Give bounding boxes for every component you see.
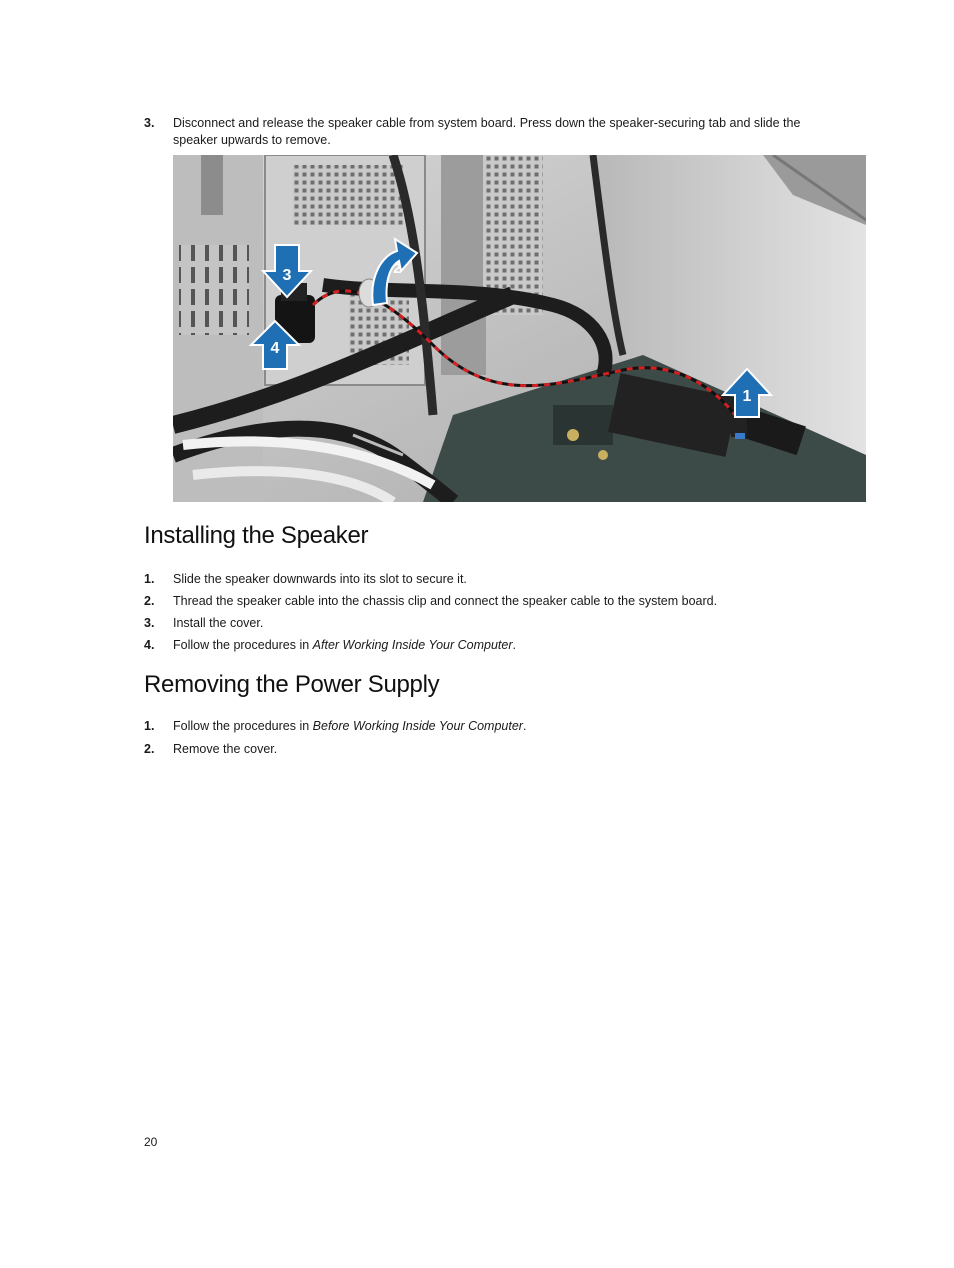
callout-1-label: 1 [742,388,752,405]
callout-4-label: 4 [270,340,280,357]
section-title-installing-speaker: Installing the Speaker [144,522,369,549]
cross-reference: After Working Inside Your Computer [312,638,513,652]
step-number: 2. [144,742,155,756]
step-text: Disconnect and release the speaker cable from system board. Press down the speaker-securing tab and slide the speaker upwards to remove. [173,116,801,147]
cross-reference: Before Working Inside Your Computer [312,719,523,733]
callout-3-label: 3 [282,267,292,284]
callout-2-label: 2 [393,260,401,276]
step-number: 2. [144,594,155,608]
step-number: 3. [144,116,155,130]
speaker-removal-figure [173,155,866,502]
page-number: 20 [144,1135,158,1149]
callout-1-arrow-icon [723,369,771,417]
step-text: Install the cover. [173,616,264,630]
step-number: 3. [144,616,155,630]
step-number: 1. [144,719,155,733]
step-text: Follow the procedures in Before Working Inside Your Computer. [173,719,527,733]
step-text: Follow the procedures in After Working Inside Your Computer. [173,638,517,652]
callout-3-arrow-icon [263,245,311,297]
step-text: Thread the speaker cable into the chassis clip and connect the speaker cable to the system board. [173,594,718,608]
step-text: Remove the cover. [173,742,278,756]
step-number: 4. [144,638,155,652]
step-number: 1. [144,572,155,586]
callout-2-arrow-icon [372,239,417,305]
step-text: Slide the speaker downwards into its slot to secure it. [173,572,467,586]
callout-4-arrow-icon [251,321,299,369]
section-title-removing-power-supply: Removing the Power Supply [144,671,440,698]
